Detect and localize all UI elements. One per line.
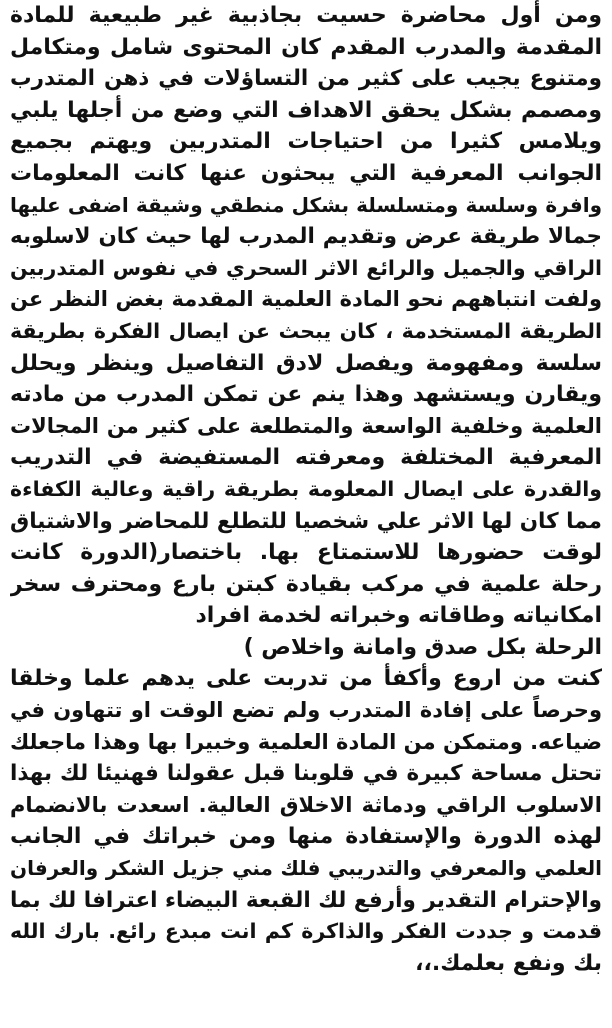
text-line: الاسلوب الراقي ودماثة الاخلاق العالية. اسعدت بالانضمام	[10, 792, 602, 817]
document-body	[10, 0, 602, 1028]
text-line: تحتل مساحة كبيرة في قلوبنا قبل عقولنا فهنيئا لك بهذا	[10, 761, 602, 787]
paragraph-2	[10, 663, 602, 979]
text-line: ضياعه. ومتمكن من المادة العلمية وخبيرا بها وهذا ماجعلك	[10, 729, 602, 754]
text-line: رحلة علمية في مركب بقيادة كبتن بارع ومحترف سخر	[10, 571, 602, 597]
text-line: الرحلة بكل صدق وامانة واخلاص )	[243, 634, 602, 660]
text-line: امكانياته وطاقاته وخبراته لخدمة افراد	[195, 603, 602, 629]
text-line: ومصمم بشكل يحقق الاهداف التي وضع من أجلها يلبي	[10, 97, 602, 123]
text-line: والقدرة على ايصال المعلومة بطريقة راقية وعالية الكفاءة	[10, 476, 602, 501]
text-line: وحرصاً على إفادة المتدرب ولم تضع الوقت او تتهاون في	[10, 698, 602, 723]
text-line: ومن أول محاضرة حسيت بجاذبية غير طبيعية للمادة	[10, 3, 602, 28]
text-line: الراقي والجميل والرائع الاثر السحري في نفوس المتدربين	[10, 255, 602, 280]
text-line: الجوانب المعرفية التي يبحثون عنها كانت المعلومات	[10, 160, 602, 186]
text-line: لوقت حضورها للاستمتاع بها. باختصار(الدورة كانت	[10, 540, 602, 566]
text-line: المعرفية المختلفة ومعرفته المستفيضة في التدريب	[10, 445, 602, 471]
text-line: بك ونفع بعلمك.،،	[415, 950, 602, 976]
text-line: المقدمة والمدرب المقدم كان المحتوى شامل ومتكامل	[10, 34, 602, 60]
text-line: وافرة وسلسة ومتسلسلة بشكل منطقي وشيقة اضفى عليها	[10, 192, 602, 217]
text-line: العلمي والمعرفي والتدريبي فلك مني جزيل الشكر والعرفان	[10, 856, 602, 881]
text-line: لهذه الدورة والإستفادة منها ومن خبراتك في الجانب	[10, 824, 602, 850]
text-line: قدمت و جددت الفكر والذاكرة كم انت مبدع رائع. بارك الله	[10, 919, 602, 944]
paragraph-1	[10, 0, 602, 663]
text-line: سلسة ومفهومة ويفصل لادق التفاصيل وينظر ويحلل	[10, 350, 602, 376]
text-line: ويقارن ويستشهد وهذا ينم عن تمكن المدرب من مادته	[10, 382, 602, 408]
text-line: مما كان لها الاثر علي شخصيا للتطلع للمحاضر والاشتياق	[10, 508, 602, 534]
text-line: العلمية وخلفية الواسعة والمتطلعة على كثير من المجالات	[10, 413, 602, 438]
text-line: الطريقة المستخدمة ، كان يبحث عن ايصال الفكرة بطريقة	[10, 318, 602, 343]
text-line: ويلامس كثيرا من احتياجات المتدربين ويهتم بجميع	[10, 129, 602, 155]
text-line: والإحترام التقدير وأرفع لك القبعة البيضاء اعترافا لك بما	[10, 887, 602, 913]
text-line: ومتنوع يجيب على كثير من التساؤلات في ذهن المتدرب	[10, 66, 602, 92]
text-line: ولفت انتباههم نحو المادة العلمية المقدمة بغض النظر عن	[10, 287, 602, 312]
text-line: جمالا طريقة عرض وتقديم المدرب لها حيث كان لاسلوبه	[10, 224, 602, 250]
text-line: كنت من اروع وأكفأ من تدربت على يدهم علما وخلقا	[10, 666, 602, 692]
